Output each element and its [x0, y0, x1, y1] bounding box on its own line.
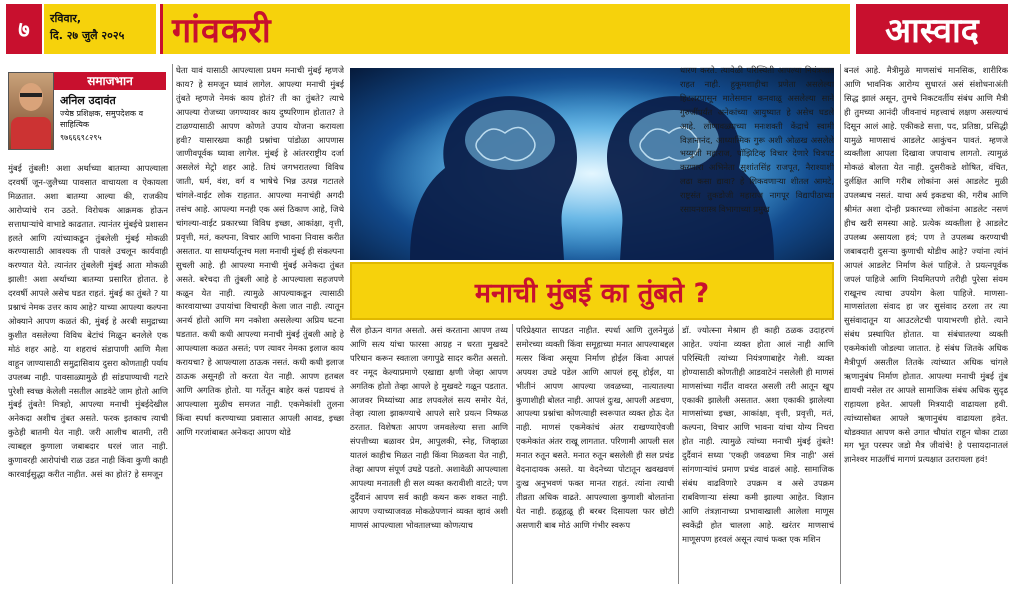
column-divider — [840, 64, 841, 584]
article-text: धारण करते. त्यावेळी परिस्थिती आपल्या नियंत्रणात राहत नाही. हुकूमशाहीचा प्रणेता असलेल्या हिटलरपासून मातेसमान कनवाळू असलेल्या साने गुरुजींपर्यंत अनेकांच्या आयुष्यात हे असेच घडले आहे. लोणावळ्याच्या मनःशक्ती केंद्राचे स्वामी विज्ञानानंद, आध्यात्मिक गुरू अशी ओळख असलेले भय्युजी महाराज, पॉझिटिव्ह विचार देणारे चित्रपट करणारा अभिनेता सुशांतसिंह राजपूत, नैराश्याशी लढा कसा द्यावा? हे शिकवणाऱ्या शीतल आमटे, राष्ट्रसंत तुकडोजी महाराज नागपूर विद्यापीठाच्या रसायनशास्त्र विभागाच्या प्रमुख — [680, 65, 834, 215]
article-text: घेता यावं यासाठी आपल्याला प्रथम मनाची मुंबई म्हणजे काय? हे समजून घ्यावं लागेल. आपल्या मनाची मुंबई तुंबते म्हणजे नेमकं काय होतं? ती का तुंबते? त्याचे आपल्या रोजच्या जगण्यावर काय दुष्परिणाम होतात? ते टाळण्यासाठी आपण कोणते उपाय योजना करायला हवी? यासारख्या काही प्रश्नांचा पांडोळा आपणास जाणीवपूर्वक घ्यावा लागेल. मुंबई हे आंतरराष्ट्रीय दर्जा असलेलं मेट्रो शहर आहे. तिथं जगभरातल्या विविध जाती, धर्म, वंश, वर्ग व भाषेचे भिन्न उत्पन्न गटातले चांगले-वाईट लोक राहतात. आपल्या मनाचंही अगदी तसंच आहे. आपल्या मनही एक असं ठिकाण आहे, जिथे चांगल्या-वाईट प्रकारच्या विविध इच्छा, आकांक्षा, वृत्ती, प्रवृत्ती, मतं, कल्पना, विचार आणि भावना निवास करीत असतात. या साधर्म्यातूनच मला मनाची मुंबई ही संकल्पना सुचली आहे. ही आपल्या मनाची मुंबई अनेकदा तुंबत असते. बरेचदा ती तुंबली आहे हे आपल्याला सहजपणे कळून येत नाही. त्यामुळे आपल्याकडून त्यासाठी कारवायाच्या उपायांचा विचारही केला जात नाही. त्यातून अनर्थ होतो आणि मग नकोशा असलेल्या अप्रिय घटना घडतात. कधी कधी आपल्या मनाची मुंबई तुंबली आहे हे आपल्याला कळत असतं; पण त्यावर नेमका इलाज काय करायचा? हे आपल्याला ठाऊक नसतं. कधी कधी इलाज ठाऊक असूनही तो करता येत नाही. आपण हतबल आणि अगतिक होतो. या गर्तेतून बाहेर कसं पडायचं ते आपल्याला मुळीच समजत नाही. एकमेकांशी तुलना किंवा स्पर्धा करण्याच्या प्रवासात आपली आवड, इच्छा आणि गरजांबाबत अनेकदा आपण थोडे — [176, 65, 344, 437]
article-text: डॉ. ज्योत्स्ना मेश्राम ही काही ठळक उदाहरणं आहेत. ज्यांना व्यक्त होता आलं नाही आणि परिस्थिती त्यांच्या नियंत्रणाबाहेर गेली. व्यक्त होण्यासाठी कोणतीही आडवाटेनं नसलेली ही माणसं माणसांच्या गर्दीत वावरत असली तरी आतून खूप एकाकी झालेली असतात. अशा एकाकी झालेल्या माणसांच्या इच्छा, आकांक्षा, वृत्ती, प्रवृत्ती, मतं, कल्पना, विचार आणि भावना यांचा योग्य निचरा होत नाही. त्यामुळे त्यांच्या मनाची मुंबई तुंबते! दुर्दैवानं सध्या 'एकही जवळचा मित्र नाही' असं सांगणाऱ्यांचं प्रमाण प्रचंड वाढलं आहे. सामाजिक संबंध वाढविणारे उपक्रम व असे उपक्रम राबविणाऱ्या संस्था कमी झाल्या आहेत. विज्ञान आणि तंत्रज्ञानाच्या प्रभावाखाली आलेला माणूस स्वकेंद्री होत चालला आहे. खरंतर माणसाचं माणूसपण हरवलं असून त्याचं फक्त एक मशिन — [682, 325, 834, 544]
article-column-6 — [844, 64, 1008, 584]
supplement-title: आस्वाद — [856, 4, 1008, 54]
masthead-band — [160, 4, 850, 54]
column-divider — [172, 64, 173, 584]
article-column-3 — [350, 324, 508, 584]
article-column-4 — [516, 324, 674, 584]
article-text: परिप्रेक्ष्यात सापडत नाहीत. स्पर्धा आणि तुलनेमुळं समोरच्या व्यक्ती किंवा समूहाच्या मनात आपल्याबद्दल मत्सर किंवा असूया निर्माण होईल किंवा आपलं अपयश उघडे पडेल आणि आपलं हसू होईल, या भीतीनं आपण आपल्या जवळच्या, नात्यातल्या कुणाशीही बोलत नाही. आपलं दुःख, आपली अडचण, आपल्या प्रश्नांचा कोणत्याही स्वरूपात व्यक्त होऊ देत नाही. माणसं एकमेकांचं अंतर राखण्याऐवजी एकमेकांत अंतर राखू लागतात. परिणामी आपली सल मनात रुतून बसते. मनात रुतून बसलेली ही सल प्रचंड वेदनादायक असते. या वेदनेच्या पोटातून खवखवणं दुःख अनुभवणं फक्त मानत राहतं. त्यांना त्याची तीव्रता अधिक वाढते. आपल्याला कुणाशी बोलतांना येत नाही. हळूहळू ही बरबर दिसायला फार छोटी असणारी बाब मोठं आणि गंभीर स्वरूप — [516, 325, 674, 530]
author-designation: ज्येष्ठ प्रशिक्षक, समुपदेशक व साहित्यिक — [60, 109, 144, 129]
article-column-5-top — [680, 64, 834, 260]
section-title: गांवकरी — [172, 11, 272, 51]
author-phone: ९७६६६९८२९५ — [60, 133, 102, 142]
author-name: अनिल उदावंत — [60, 94, 116, 107]
column-label: समाजभान — [54, 72, 166, 90]
article-column-1 — [8, 162, 168, 584]
page-number: ७ — [6, 4, 42, 54]
article-text: बनलं आहे. मैत्रीमुळे माणसांचं मानसिक, शारीरिक आणि भावनिक आरोग्य सुधारतं असं संशोधनाअंती सिद्ध झालं असून, तुमचे निकटवर्तीय संबंध आणि मैत्री ही तुमच्या आनंदी जीवनाचं महत्त्वाचं लक्षण असल्याचं दिसून आलं आहे. एकीकडे सत्ता, पद, प्रतिष्ठा, प्रसिद्धी यामुळे माणसाचं आडलेट आकुंचन पावतं. म्हणजे व्यक्तीला आपला दिखावा जपावाच लागतो. त्यामुळं मोकळं बोलता येत नाही. दुसरीकडे शोषित, वंचित, दुर्लक्षित आणि गरीब लोकांना असं आडलेट मुळी उपलब्धच नसतं. याचा अर्थ इकडचा की, गरीब आणि श्रीमंत अशा दोन्ही प्रकारच्या लोकांना आडलेट नसणं हीच खरी समस्या आहे. प्रत्येक व्यक्तीला हे आडलेट उपलब्ध असायला हवं; पण ते उपलब्ध करण्याची जबाबदारी दुसऱ्या कुणाची थोडीच आहे? ज्यांना त्यांनं आपलं आडलेट निर्माण केलं पाहिजे. ते प्रयत्नपूर्वक जपलं पाहिजे आणि नियमितपणे तरीही पुरेसा संयम राखूनच त्याचा उपयोग केला पाहिजे. माणसा-माणसांतला संवाद हा जर सुसंवाद ठरला तर त्या सुसंवादातून या आउटलेटची पायाभरणी होते. त्याने संबंध प्रस्थापित होतात. या संबंधातल्या व्यक्ती एकमेकांशी जोडल्या जातात. हे संबंध जितके अधिक मैत्रीपूर्ण असतील तितके त्यांच्यात अधिक चांगले ऋणानुबंध निर्माण होतात. आपल्या मनाची मुंबई तुंब द्यायची नसेल तर आपले सामाजिक संबंध अधिक सुदृढ राहायला हवेत. आपली मित्रयादी वाढायला हवी. त्यांच्यासोबत आपले ऋणानुबंध वाढायला हवेत. थोडक्यात आपण कसे उगात चौघांत राहून धोका टाळा मग भूत परस्पर जडो मैत्र जीवांचे! हे पसायदानातलं ज्ञानेश्वर माउलींचं मागणं प्रत्यक्षात उतरायला हवं! — [844, 65, 1008, 465]
article-text: मुंबई तुंबली! अशा अर्थाच्या बातम्या आपल्याला दरवर्षी जून-जुलैच्या पावसात वाचायला व ऐकायला मिळतात. अशा बातम्या आल्या की, राजकीय आरोप्यांचे रान उठते. विरोधक आक्रमक होऊन सत्ताधाऱ्यांचे वाभाडे काढतात. त्यानंतर मुंबईचे प्रशासन हलते आणि त्यांच्याकडून तुंबलेली मुंबई मोकळी करण्यासाठी आवश्यक ती पावले उचलून कार्यवाही करण्यात येते. त्यानंतर तुंबलेली मुंबई आता मोकळी झाली! अशा अर्थाच्या बातम्या प्रसारित होतात. हे दरवर्षी आपले असेच घडत राहतं. मुंबई का तुंबते ? या प्रश्नाचं नेमक उत्तर काय आहे? याच्या आपल्या कल्पना ओक्याने आपण कळतं की, मुंबई हे अरबी समुद्राच्या कुशीत वसलेल्या विविध बेटांचं मिळून बनलेले एक मोठं शहर आहे. या शहराचं संडापाणी आणि मैला वाहून जाण्यासाठी समुद्रासिवाय दुसरा कोणताही पर्याय उपलब्ध नाही. पावसाळ्यामुळे ही सांडपाण्याची गटारे पुरेशी स्वच्छ केलेली नसतील आडवेटे जाम होतो आणि मुंबई तुंबते! मित्रहो, आपल्या मनाची मुंबईदेखील अनेकदा अशीच तुंबत असते. फरक इतकाच त्याची कुठेही बातमी येत नाही. जरी आलीच बातमी, तरी त्याबद्दल कुणाला जबाबदार धरलं जात नाही. कुणावरही आरोपांची राळ उडत नाही किंवा कुणी काही कारवाईसुद्धा करीत नाहीत. असं का होतं? हे समजून — [8, 163, 168, 479]
page-header — [0, 0, 1014, 58]
article-column-5-bottom — [682, 324, 834, 584]
column-divider — [678, 324, 679, 584]
article-column-2 — [176, 64, 344, 584]
issue-date — [44, 4, 156, 54]
author-photo — [8, 72, 54, 150]
issue-day: रविवार, — [50, 12, 82, 25]
article-text: सैल होऊन वागत असतो. असं करताना आपण तथ्य आणि सत्य यांचा फारसा आग्रह न धरता मुखवटे परिधान करून स्वतःला जगापुढे सादर करीत असतो. वर नमूद केल्याप्रमाणे एखाद्या क्षणी जेव्हा आपण अगतिक होतो तेव्हा आपले हे मुखवटे गळून पडतात. आजवर मिथ्यांच्या आड लपवलेलं सत्य समोर येतं, तेव्हा त्याला झाकण्याचे आपले सारे प्रयत्न निष्फळ ठरतात. विशेषतः आपण जमवलेल्या सत्ता आणि संपत्तीच्या बळावर प्रेम, आपुलकी, स्नेह, जिव्हाळा यातलं काहीच मिळत नाही किंवा मिळवता येत नाही, तेव्हा आपण संपूर्ण उघडे पडतो. अशावेळी आपल्याला आपल्या मनातली ही सल व्यक्त करावीशी वाटते; पण दुर्दैवानं आपण सर्व काही कथन करू शकत नाही. आपण ज्याच्याजवळ मोकळेपणानं व्यक्त व्हावं अशी माणसं आपल्याला भोवतालच्या कोणत्याच — [350, 325, 508, 530]
article-headline: मनाची मुंबई का तुंबते ? — [474, 277, 710, 309]
headline-banner — [350, 262, 834, 320]
issue-date-text: दि. २७ जुलै २०२५ — [50, 29, 125, 42]
masthead-divider — [160, 4, 163, 54]
column-divider — [512, 324, 513, 584]
